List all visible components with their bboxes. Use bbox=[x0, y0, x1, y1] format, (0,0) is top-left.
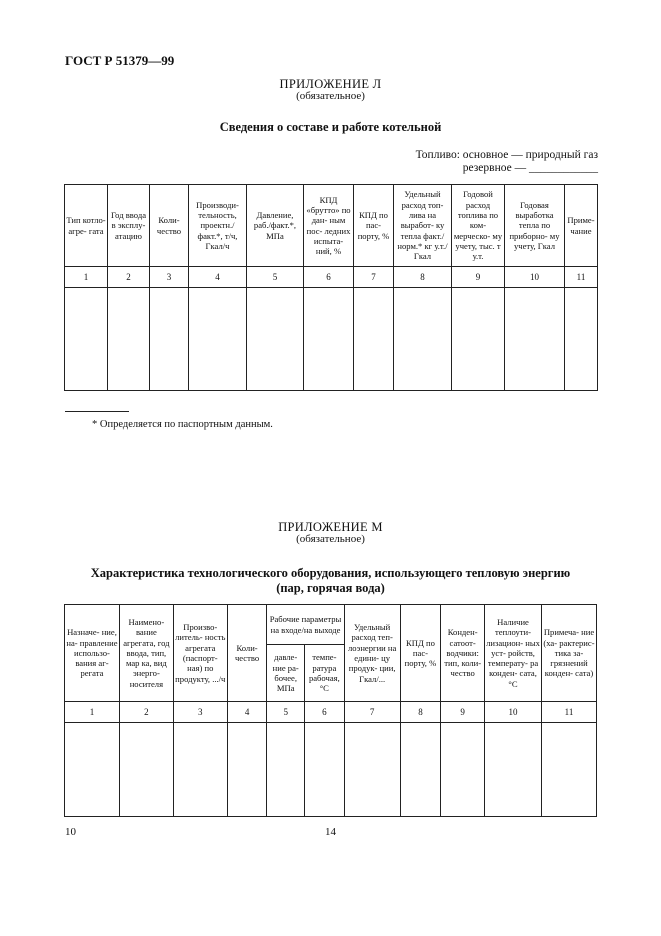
data-cell[interactable] bbox=[565, 288, 598, 391]
data-cell[interactable] bbox=[150, 288, 189, 391]
appendix-l-heading: ПРИЛОЖЕНИЕ Л bbox=[279, 77, 382, 91]
header-cell: Наимено- вание агрегата, год ввода, тип, мар ка, вид энерго- носителя bbox=[119, 605, 173, 702]
header-cell: КПД «брутто» по дан- ным пос- ледних испыта- ний, % bbox=[304, 185, 354, 267]
header-cell: Наличие теплоути- лизацион- ных уст- ройств, температу- ра конден- сата, °С bbox=[485, 605, 542, 702]
data-cell[interactable] bbox=[267, 723, 305, 817]
header-cell: Коли- чество bbox=[227, 605, 267, 702]
data-cell[interactable] bbox=[173, 723, 227, 817]
column-number: 2 bbox=[119, 702, 173, 723]
fuel-reserve: резервное — ____________ bbox=[462, 162, 598, 174]
column-number: 3 bbox=[150, 267, 189, 288]
data-cell[interactable] bbox=[304, 288, 354, 391]
column-number: 3 bbox=[173, 702, 227, 723]
header-group-cell: Рабочие параметры на входе/на выходе bbox=[267, 605, 344, 645]
column-number: 4 bbox=[227, 702, 267, 723]
header-subcell: давле- ние ра- бочее, МПа bbox=[267, 645, 305, 702]
column-number: 5 bbox=[247, 267, 304, 288]
header-cell: Примеча- ние (ха- рактерис- тика за- грязнений конден- сата) bbox=[541, 605, 596, 702]
document-code: ГОСТ Р 51379—99 bbox=[65, 53, 175, 68]
data-cell[interactable] bbox=[354, 288, 394, 391]
header-cell: Год ввода в эксплу- атацию bbox=[108, 185, 150, 267]
column-number: 1 bbox=[65, 702, 120, 723]
data-cell[interactable] bbox=[189, 288, 247, 391]
header-cell: Годовая выработка тепла по приборно- му учету, Гкал bbox=[505, 185, 565, 267]
appendix-m-status: (обязательное) bbox=[296, 533, 365, 545]
column-number: 8 bbox=[394, 267, 452, 288]
header-cell: Произво- литель- ность агрегата (паспорт- ная) по продукту, .../ч bbox=[173, 605, 227, 702]
column-number: 9 bbox=[441, 702, 485, 723]
column-number: 9 bbox=[452, 267, 505, 288]
data-cell[interactable] bbox=[394, 288, 452, 391]
column-number: 5 bbox=[267, 702, 305, 723]
header-cell: КПД по пас- порту, % bbox=[354, 185, 394, 267]
header-cell: Удельный расход теп- лоэнергии на едини- цу продук- ции, Гкал/... bbox=[344, 605, 400, 702]
data-cell[interactable] bbox=[65, 288, 108, 391]
column-number: 2 bbox=[108, 267, 150, 288]
column-number: 4 bbox=[189, 267, 247, 288]
column-number: 10 bbox=[485, 702, 542, 723]
header-cell: Коли- чество bbox=[150, 185, 189, 267]
data-cell[interactable] bbox=[441, 723, 485, 817]
data-cell[interactable] bbox=[344, 723, 400, 817]
data-cell[interactable] bbox=[505, 288, 565, 391]
header-cell: КПД по пас- порту, % bbox=[400, 605, 441, 702]
column-number: 7 bbox=[354, 267, 394, 288]
appendix-m-title-line1: Характеристика технологического оборудования, использующего тепловую энергию bbox=[90, 566, 571, 580]
header-cell: Тип котло- агре- гата bbox=[65, 185, 108, 267]
column-number: 11 bbox=[541, 702, 596, 723]
data-cell[interactable] bbox=[485, 723, 542, 817]
fuel-main: Топливо: основное — природный газ bbox=[415, 149, 598, 161]
data-cell[interactable] bbox=[305, 723, 345, 817]
footnote-text: * Определяется по паспортным данным. bbox=[92, 419, 273, 430]
header-cell: Назначе- ние, на- правление использо- вания аг- регата bbox=[65, 605, 120, 702]
data-cell[interactable] bbox=[452, 288, 505, 391]
header-cell: Годовой расход топлива по ком- мерческо- му учету, тыс. т у.т. bbox=[452, 185, 505, 267]
appendix-m-title-line2: (пар, горячая вода) bbox=[276, 581, 385, 595]
header-cell: Давление, раб./факт.*, МПа bbox=[247, 185, 304, 267]
data-cell[interactable] bbox=[227, 723, 267, 817]
column-number: 10 bbox=[505, 267, 565, 288]
appendix-l-title: Сведения о составе и работе котельной bbox=[219, 120, 442, 134]
footnote-rule bbox=[65, 411, 129, 412]
appendix-m-heading: ПРИЛОЖЕНИЕ М bbox=[278, 520, 383, 534]
boiler-table bbox=[64, 184, 598, 391]
column-number: 8 bbox=[400, 702, 441, 723]
equipment-table bbox=[64, 604, 597, 817]
page-number-center: 14 bbox=[325, 826, 336, 838]
header-subcell: темпе- ратура рабочая, °С bbox=[305, 645, 345, 702]
data-cell[interactable] bbox=[247, 288, 304, 391]
header-cell: Приме- чание bbox=[565, 185, 598, 267]
data-cell[interactable] bbox=[108, 288, 150, 391]
header-cell: Удельный расход топ- лива на выработ- ку тепла факт./норм.* кг у.т./Гкал bbox=[394, 185, 452, 267]
column-number: 11 bbox=[565, 267, 598, 288]
column-number: 1 bbox=[65, 267, 108, 288]
header-cell: Производи- тельность, проектн./ факт.*, т/ч, Гкал/ч bbox=[189, 185, 247, 267]
appendix-l-status: (обязательное) bbox=[296, 90, 365, 102]
header-cell: Конден- сатоот- водчики: тип, коли- чество bbox=[441, 605, 485, 702]
data-cell[interactable] bbox=[400, 723, 441, 817]
column-number: 6 bbox=[305, 702, 345, 723]
data-cell[interactable] bbox=[65, 723, 120, 817]
column-number: 6 bbox=[304, 267, 354, 288]
data-cell[interactable] bbox=[119, 723, 173, 817]
data-cell[interactable] bbox=[541, 723, 596, 817]
column-number: 7 bbox=[344, 702, 400, 723]
page-number-left: 10 bbox=[65, 826, 76, 838]
